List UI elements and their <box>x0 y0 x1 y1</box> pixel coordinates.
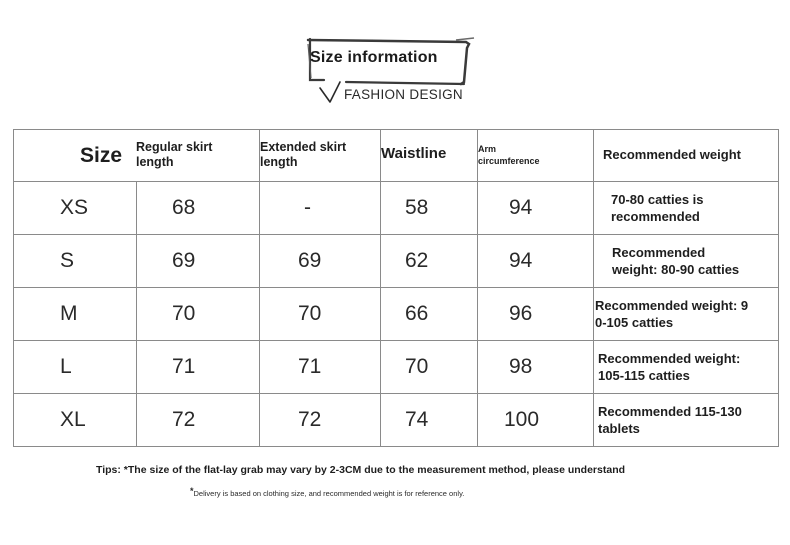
header-extended-line1: Extended skirt <box>260 140 347 154</box>
table-row <box>14 288 779 341</box>
regular-length-cell: 70 <box>137 288 260 341</box>
size-cell: S <box>14 235 137 288</box>
regular-length-cell: 72 <box>137 394 260 447</box>
extended-length-cell: 72 <box>260 394 381 447</box>
recommended-line2: recommended <box>611 209 700 224</box>
recommended-weight-cell <box>594 288 779 341</box>
table-row <box>14 235 779 288</box>
recommended-line1: Recommended 115-130 <box>598 404 742 419</box>
extended-length-cell: - <box>260 182 381 235</box>
recommended-weight-cell <box>594 182 779 235</box>
waistline-cell: 74 <box>381 394 478 447</box>
size-cell: XS <box>14 182 137 235</box>
header-arm-circumference <box>478 143 540 167</box>
header-waist-cell <box>381 130 478 182</box>
delivery-note <box>190 488 464 498</box>
recommended-line1: Recommended weight: 9 <box>595 298 749 313</box>
regular-length-cell: 71 <box>137 341 260 394</box>
measurement-tip: Tips: *The size of the flat-lay grab may vary by 2-3CM due to the measurement method, please understand <box>96 464 626 476</box>
header-recommended-cell <box>594 130 779 182</box>
recommended-weight-cell <box>594 235 779 288</box>
recommended-weight-cell <box>594 394 779 447</box>
size-cell: L <box>14 341 137 394</box>
header-regular-skirt-length <box>136 140 212 170</box>
arm-circumference-cell: 94 <box>478 235 594 288</box>
header-arm-line1: Arm <box>478 144 497 154</box>
size-table <box>13 129 779 447</box>
recommended-line1: Recommended weight: <box>598 351 741 366</box>
extended-length-cell: 69 <box>260 235 381 288</box>
arm-circumference-cell: 96 <box>478 288 594 341</box>
table-row <box>14 182 779 235</box>
arm-circumference-cell: 94 <box>478 182 594 235</box>
table-header-row <box>14 130 779 182</box>
header-extended-line2: length <box>260 155 298 169</box>
table-row <box>14 394 779 447</box>
recommended-line2: 105-115 catties <box>598 368 690 383</box>
logo-subtitle: FASHION DESIGN <box>344 87 463 102</box>
header-regular-line1: Regular skirt <box>136 140 213 154</box>
header-recommended-weight: Recommended weight <box>603 147 741 162</box>
arm-circumference-cell: 98 <box>478 341 594 394</box>
size-cell: M <box>14 288 137 341</box>
waistline-cell: 58 <box>381 182 478 235</box>
size-cell: XL <box>14 394 137 447</box>
note-asterisk: * <box>190 486 194 496</box>
regular-length-cell: 69 <box>137 235 260 288</box>
recommended-line2: tablets <box>598 421 640 436</box>
header-arm-cell <box>478 130 594 182</box>
extended-length-cell: 70 <box>260 288 381 341</box>
logo-title: Size information <box>310 49 438 66</box>
recommended-weight-cell <box>594 341 779 394</box>
waistline-cell: 62 <box>381 235 478 288</box>
header-size: Size <box>80 144 123 167</box>
recommended-line2: 0-105 catties <box>595 315 674 330</box>
header-waistline: Waistline <box>381 145 447 162</box>
header-regular-line2: length <box>136 155 174 169</box>
waistline-cell: 66 <box>381 288 478 341</box>
header-extended-skirt-length <box>260 140 346 170</box>
table-row <box>14 341 779 394</box>
waistline-cell: 70 <box>381 341 478 394</box>
header-extended-cell <box>260 130 381 182</box>
recommended-line2: weight: 80-90 catties <box>612 262 740 277</box>
recommended-line1: Recommended <box>612 245 706 260</box>
note-text: Delivery is based on clothing size, and recommended weight is for reference only. <box>193 489 465 498</box>
recommended-line1: 70-80 catties is <box>611 192 704 207</box>
header-size-regular-cell <box>14 130 260 182</box>
arm-circumference-cell: 100 <box>478 394 594 447</box>
regular-length-cell: 68 <box>137 182 260 235</box>
extended-length-cell: 71 <box>260 341 381 394</box>
header-arm-line2: circumference <box>478 156 540 166</box>
size-information-logo <box>306 36 476 108</box>
